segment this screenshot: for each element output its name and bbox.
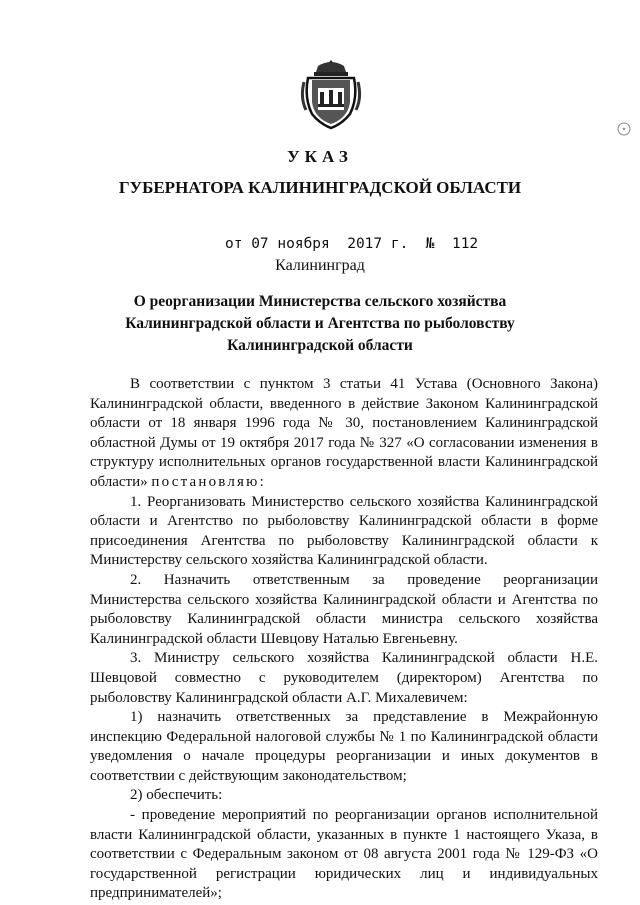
coat-of-arms-emblem xyxy=(300,58,362,130)
decree-title-line: Калининградской области и Агентства по рыболовству xyxy=(125,315,515,332)
clause-3-2-a: - проведение мероприятий по реорганизации органов исполнительной власти Калининградской области, указанных в пункте 1 настоящего Указа, в соответствии с Федеральным законом от 08 августа 2001 года № 129-ФЗ «О государственной регистрации юридических лиц и индивидуальных предпринимателей»; xyxy=(90,807,598,902)
clause-1: 1. Реорганизовать Министерство сельского хозяйства Калининградской области и Агентство по рыболовству Калининградской области в форме присоединения Агентства по рыболовству Калининградской области к Министерству сельского хозяйства Калининградской области. xyxy=(90,493,598,569)
decree-body xyxy=(90,375,598,904)
date-and-number: от 07 ноября 2017 г. № 112 xyxy=(225,236,479,252)
clause-3: 3. Министру сельского хозяйства Калининградской области Н.Е. Шевцовой совместно с руководителем (директором) Агентства по рыболовству Калининградской области А.Г. Михалевичем: xyxy=(90,650,598,706)
issuer-title: ГУБЕРНАТОРА КАЛИНИНГРАДСКОЙ ОБЛАСТИ xyxy=(118,178,522,197)
preamble-paragraph xyxy=(90,375,598,493)
decree-title xyxy=(0,291,640,357)
city: Калининград xyxy=(275,257,365,274)
decree-word: постановляю: xyxy=(151,473,266,490)
document-kind: УКАЗ xyxy=(287,147,353,166)
preamble-text: В соответствии с пунктом 3 статьи 41 Устава (Основного Закона) Калининградской области, введенного в действие Законом Калининградской области от 18 января 1996 года № 30, постановлением Калининградской областной Думы от 19 октября 2017 года № 327 «О согласовании изменения в структуру исполнительных органов государственной власти Калининградской области» xyxy=(90,376,598,490)
clause-2: 2. Назначить ответственным за проведение реорганизации Министерства сельского хозяйства Калининградской области и Агентства по рыболовству Калининградской области министра сельского хозяйства Калининградской области Шевцову Наталью Евгеньевну. xyxy=(90,571,598,647)
decree-title-line: Калининградской области xyxy=(227,337,413,354)
decree-title-line: О реорганизации Министерства сельского хозяйства xyxy=(133,293,507,310)
svg-text:•: • xyxy=(621,125,627,134)
margin-stamp-mark xyxy=(615,120,633,138)
clause-3-2: 2) обеспечить: xyxy=(130,787,223,804)
clause-3-1: 1) назначить ответственных за представление в Межрайонную инспекцию Федеральной налоговой службы № 1 по Калининградской области уведомления о начале процедуры реорганизации и иных документов в соответствии с действующим законодательством; xyxy=(90,709,598,784)
